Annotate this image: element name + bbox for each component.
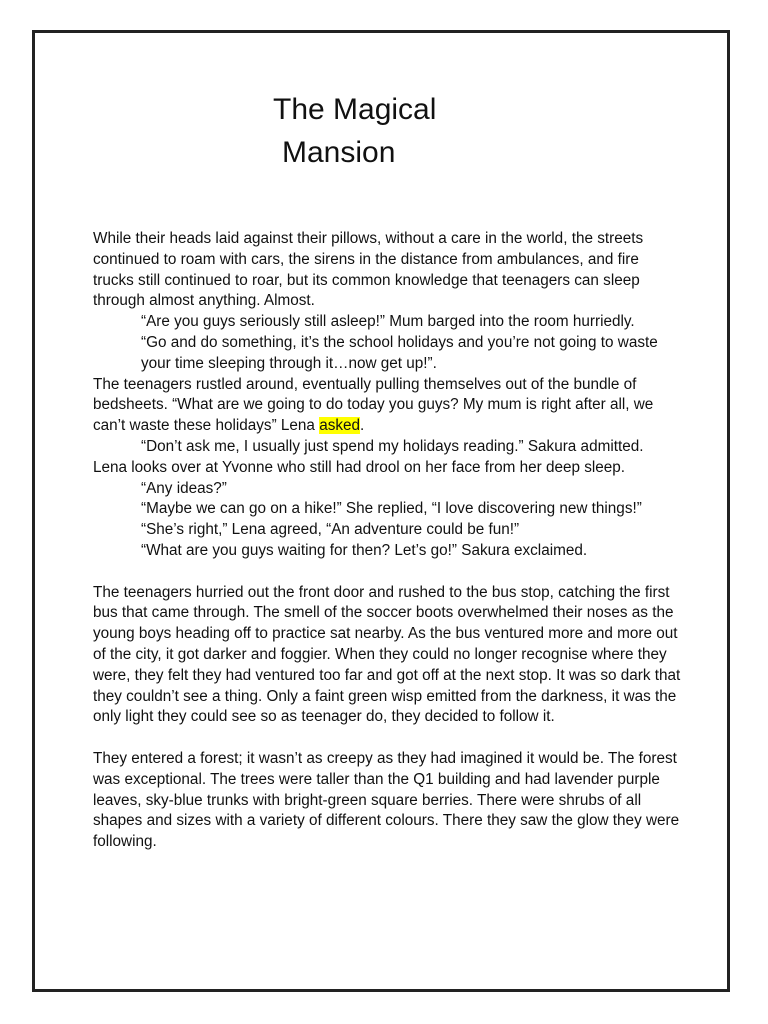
paragraph: They entered a forest; it wasn’t as creepy as they had imagined it would be. The forest was exceptional. The trees were taller than the Q1 building and had lavender purple leaves, sky-blue trunks with bright-green square berries. There were shrubs of all shapes and sizes with a variety of different colours. There they saw the glow they were following. [93,749,680,851]
paragraph-text: . [360,417,365,435]
paragraph: While their heads laid against their pillows, without a care in the world, the streets continued to roam with cars, the sirens in the distance from ambulances, and fire trucks still continued to roar, but its common knowledge that teenagers can sleep through almost anything. Almost. [93,230,644,310]
title-line-1: The Magical [273,93,437,126]
paragraph-gap [93,728,683,749]
paragraph: Lena looks over at Yvonne who still had drool on her face from her deep sleep. [93,458,626,476]
dialogue-line: “Any ideas?” [141,479,227,497]
document-title [273,88,436,174]
story-body [93,229,683,853]
dialogue-line: “Maybe we can go on a hike!” She replied, “I love discovering new things!” [141,500,642,518]
highlighted-word: asked [319,417,361,435]
dialogue-line: “Don’t ask me, I usually just spend my holidays reading.” Sakura admitted. [141,437,644,455]
paragraph: The teenagers hurried out the front door and rushed to the bus stop, catching the first bus that came through. The smell of the soccer boots overwhelmed their noses as the young boys heading off to practice sat nearby. As the bus ventured more and more out of the city, it got darker and foggier. When they could no longer recognise where they were, they felt they had ventured too far and got off at the next stop. It was so dark that they couldn’t see a thing. Only a faint green wisp emitted from the darkness, it was the only light they could see so as teenager do, they decided to follow it. [93,583,681,726]
title-line-2: Mansion [282,136,396,169]
dialogue-line: “What are you guys waiting for then? Let’s go!” Sakura exclaimed. [141,541,588,559]
dialogue-line: “Go and do something, it’s the school holidays and you’re not going to waste your time sleeping through it…now get up!”. [141,333,658,372]
paragraph [93,375,683,437]
dialogue-line: “Are you guys seriously still asleep!” Mum barged into the room hurriedly. [141,313,635,331]
paragraph-gap [93,562,683,583]
paragraph-text: The teenagers rustled around, eventually pulling themselves out of the bundle of bedsheets. “What are we going to do today you guys? My mum is right after all, we can’t waste these holidays” Lena [93,375,654,435]
dialogue-line: “She’s right,” Lena agreed, “An adventure could be fun!” [141,521,520,539]
